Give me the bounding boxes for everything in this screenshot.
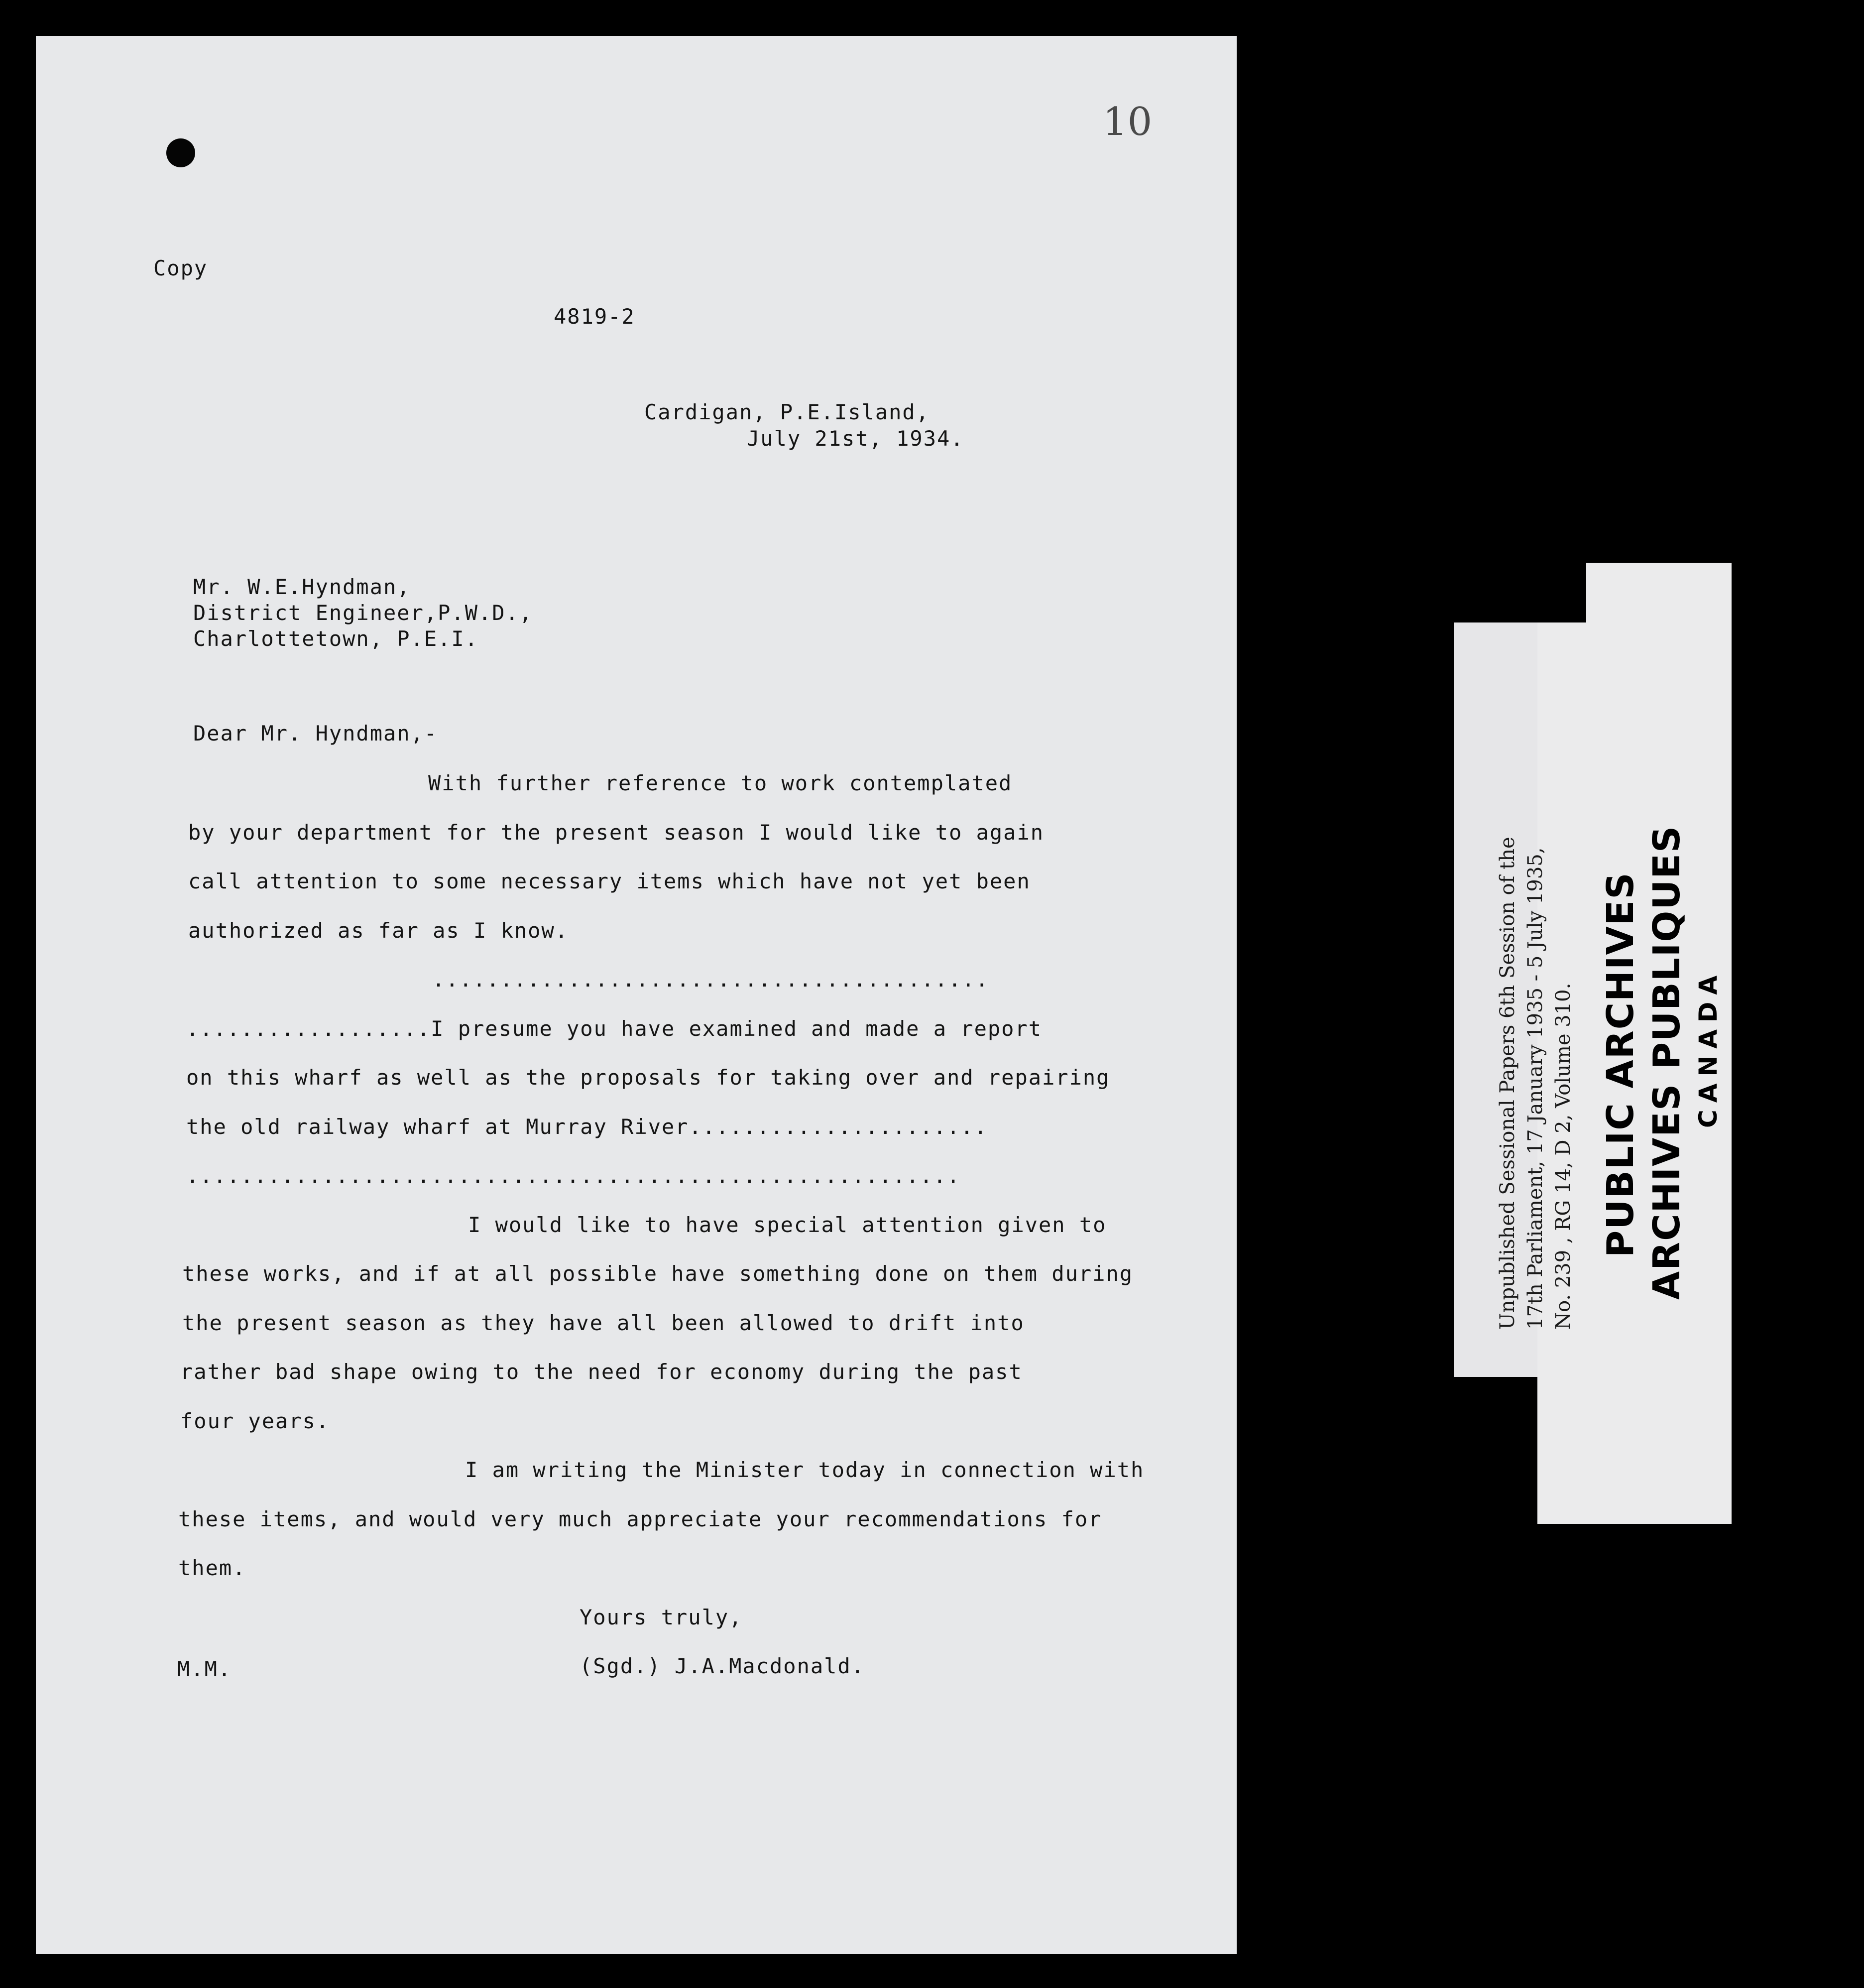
letter-place: Cardigan, P.E.Island,: [644, 400, 930, 424]
typist-initials: M.M.: [177, 1657, 232, 1681]
recipient-city: Charlottetown, P.E.I.: [193, 626, 479, 651]
body-line: these works, and if at all possible have something done on them during: [182, 1261, 1134, 1286]
citation-line: 17th Parliament, 17 January 1935 - 5 July 1935,: [1524, 847, 1547, 1330]
copy-label: Copy: [153, 256, 208, 280]
body-line: four years.: [180, 1409, 330, 1433]
citation-line: Unpublished Sessional Papers 6th Session of the: [1496, 837, 1519, 1330]
closing: Yours truly,: [580, 1605, 743, 1629]
body-line: by your department for the present season I would like to again: [188, 820, 1045, 845]
ellipsis-line: .........................................................: [186, 1163, 961, 1188]
canada-heading: CANADA: [1694, 968, 1723, 1128]
body-line: the old railway wharf at Murray River......................: [186, 1115, 988, 1139]
salutation: Dear Mr. Hyndman,-: [193, 721, 438, 746]
body-line: I am writing the Minister today in connection with: [465, 1458, 1145, 1482]
archives-publiques-heading: ARCHIVES PUBLIQUES: [1645, 825, 1688, 1300]
file-number: 4819-2: [554, 304, 635, 329]
punch-hole: [166, 138, 195, 167]
recipient-title: District Engineer,P.W.D.,: [193, 601, 533, 625]
citation-line: No. 239 , RG 14, D 2, Volume 310.: [1552, 983, 1575, 1330]
body-line: on this wharf as well as the proposals for taking over and repairing: [186, 1065, 1110, 1090]
body-line: With further reference to work contemplated: [428, 771, 1013, 795]
body-line: the present season as they have all been allowed to drift into: [182, 1311, 1025, 1335]
signature-line: (Sgd.) J.A.Macdonald.: [580, 1654, 865, 1678]
body-line: call attention to some necessary items which have not yet been: [188, 869, 1031, 893]
body-line: authorized as far as I know.: [188, 918, 569, 943]
body-line: rather bad shape owing to the need for economy during the past: [180, 1360, 1023, 1384]
public-archives-heading: PUBLIC ARCHIVES: [1599, 871, 1642, 1257]
recipient-name: Mr. W.E.Hyndman,: [193, 575, 411, 599]
body-line: ..................I presume you have examined and made a report: [186, 1016, 1043, 1041]
body-line: them.: [178, 1556, 246, 1580]
ellipsis-line: .........................................: [432, 967, 989, 992]
folio-number: 10: [1103, 100, 1153, 144]
body-line: these items, and would very much appreciate your recommendations for: [178, 1507, 1102, 1531]
body-line: I would like to have special attention given to: [468, 1213, 1107, 1237]
label-notch: [1537, 563, 1586, 622]
letter-date: July 21st, 1934.: [747, 426, 964, 451]
